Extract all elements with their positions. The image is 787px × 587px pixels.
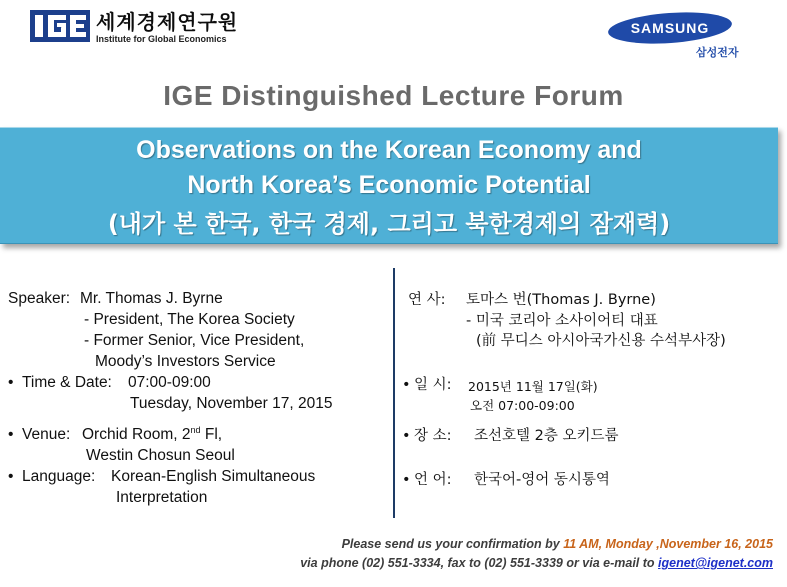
svg-text:IGE: IGE (60, 28, 62, 29)
speaker-role1-en: - President, The Korea Society (84, 311, 295, 328)
ige-english-name: Institute for Global Economics (96, 34, 227, 44)
bullet-icon: • (402, 472, 411, 488)
lecture-title-line2: North Korea’s Economic Potential (187, 171, 591, 199)
forum-title: IGE Distinguished Lecture Forum (163, 80, 624, 111)
venue-label-kr: 장 소: (414, 428, 452, 444)
speaker-name-kr: 토마스 번(Thomas J. Byrne) (466, 292, 656, 308)
time-value-en: 07:00-09:00 (128, 374, 211, 391)
bullet-icon: • (8, 468, 14, 485)
date-value-kr: 2015년 11월 17일(화) (468, 379, 598, 394)
speaker-role2-en: - Former Senior, Vice President, (84, 332, 305, 349)
svg-text:SAMSUNG: SAMSUNG (630, 20, 710, 36)
date-label-kr: 일 시: (414, 377, 452, 393)
speaker-role3-en: Moody’s Investors Service (95, 353, 276, 370)
rsvp-deadline: Please send us your confirmation by 11 AM, Monday ,November 16, 2015 (341, 537, 773, 551)
deadline-date: 11 AM, Monday ,November 16, 2015 (563, 537, 773, 551)
rsvp-contact: via phone (02) 551-3334, fax to (02) 551-3339 or via e-mail to igenet@igenet.com (300, 556, 773, 570)
samsung-korean-name: 삼성전자 (696, 46, 739, 59)
venue-value-en: Orchid Room, 2nd Fl, (82, 424, 223, 443)
speaker-role1-kr: - 미국 코리아 소사이어티 대표 (466, 313, 658, 329)
language-value-kr: 한국어-영어 동시통역 (474, 472, 610, 488)
time-label-en: Time & Date: (22, 374, 112, 391)
ige-korean-name: 세계경제연구원 (96, 10, 239, 34)
date-value-en: Tuesday, November 17, 2015 (130, 395, 333, 412)
ige-logo (30, 8, 90, 44)
language-label-en: Language: (22, 468, 96, 485)
venue-label-en: Venue: (22, 426, 71, 443)
language-label-kr: 언 어: (414, 472, 452, 488)
lecture-title-korean: (내가 본 한국, 한국 경제, 그리고 북한경제의 잠재력) (107, 210, 671, 238)
speaker-name-en: Mr. Thomas J. Byrne (80, 290, 223, 307)
language-value2-en: Interpretation (116, 489, 208, 506)
speaker-label-kr: 연 사: (408, 292, 446, 308)
speaker-role2-kr: (前 무디스 아시아국가신용 수석부사장) (476, 333, 726, 349)
lecture-title-line1: Observations on the Korean Economy and (136, 136, 642, 164)
venue-value2-en: Westin Chosun Seoul (86, 447, 235, 464)
samsung-logo (606, 11, 734, 45)
bullet-icon: • (8, 426, 14, 443)
bullet-icon: • (402, 428, 411, 444)
venue-value-kr: 조선호텔 2층 오키드룸 (474, 428, 619, 444)
email-link[interactable]: igenet@igenet.com (658, 556, 773, 570)
time-value-kr: 오전 07:00-09:00 (470, 398, 575, 413)
bullet-icon: • (8, 374, 14, 391)
language-value-en: Korean-English Simultaneous (111, 468, 316, 485)
bullet-icon: • (402, 377, 411, 393)
speaker-label-en: Speaker: (8, 290, 71, 307)
column-divider (393, 268, 395, 518)
